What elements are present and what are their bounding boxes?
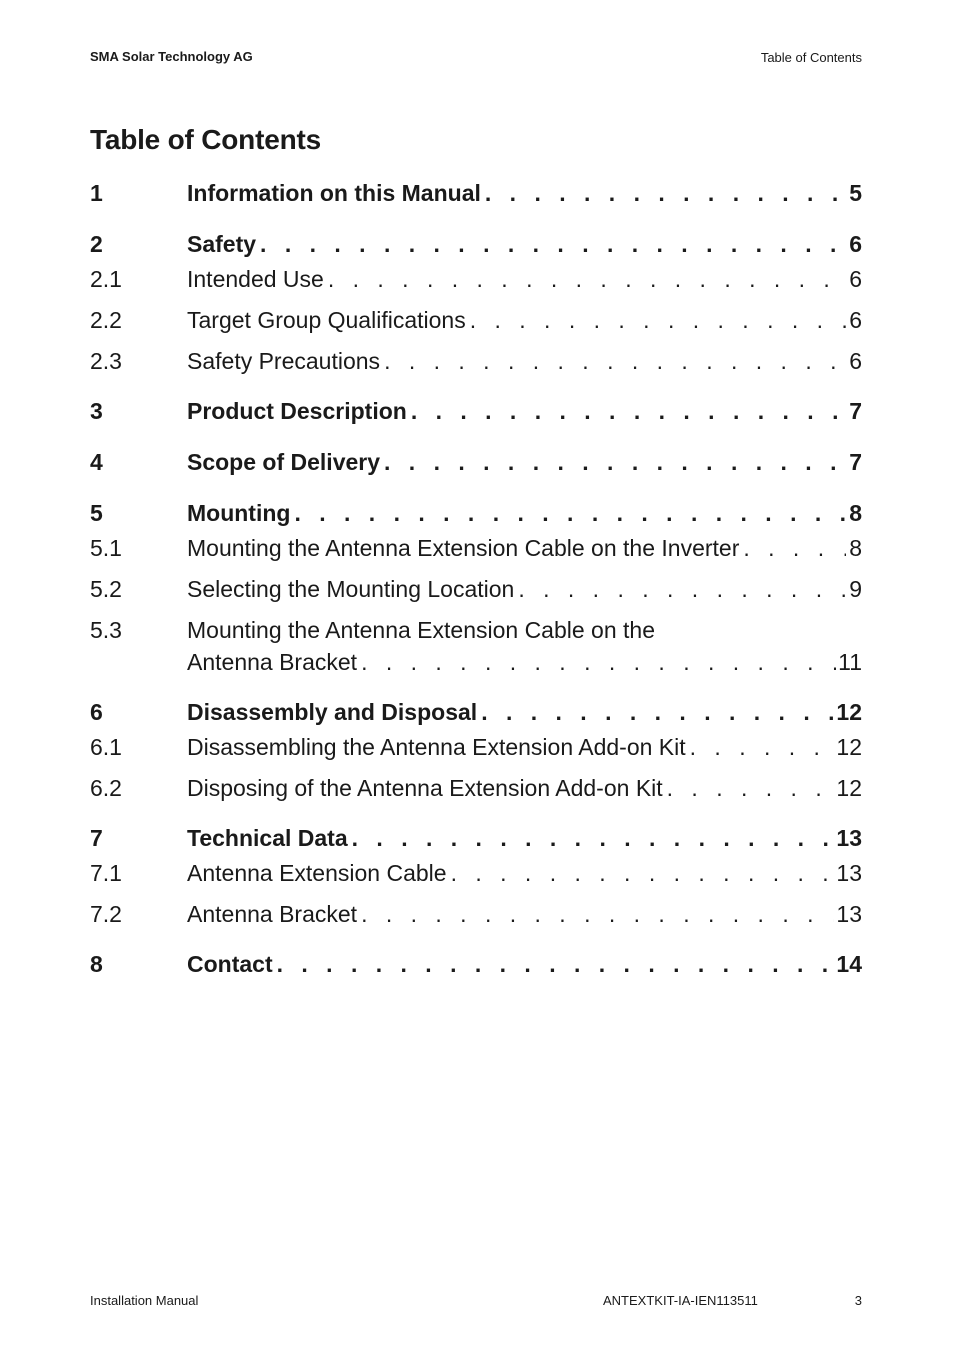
toc-label: Mounting (187, 500, 291, 526)
toc-number: 6 (90, 699, 103, 725)
toc-number: 6.1 (90, 734, 122, 760)
toc-page: 7 (849, 449, 862, 475)
toc-entry-5-3[interactable] (90, 614, 862, 678)
toc-label: Mounting the Antenna Extension Cable on the Inverter (187, 535, 740, 561)
toc-page: 12 (836, 734, 862, 760)
toc-label-line-2: Antenna Bracket (187, 649, 358, 675)
toc-page: 13 (836, 825, 862, 851)
toc-entry-2[interactable] (90, 227, 862, 261)
leader-dots (481, 695, 834, 729)
toc-number: 7 (90, 825, 103, 851)
toc-label: Safety Precautions (187, 348, 381, 374)
toc-page: 6 (849, 266, 862, 292)
leader-dots (260, 227, 846, 261)
toc-entry-2-2[interactable] (90, 304, 862, 336)
leader-dots (470, 304, 846, 336)
toc-label: Intended Use (187, 266, 324, 292)
toc-label: Safety (187, 231, 257, 257)
table-of-contents (90, 176, 862, 981)
toc-page: 11 (838, 649, 862, 675)
leader-dots (451, 857, 835, 889)
footer-page-number: 3 (854, 1293, 862, 1308)
leader-dots (361, 646, 836, 678)
leader-dots (667, 772, 835, 804)
toc-label: Contact (187, 951, 273, 977)
toc-entry-5-2[interactable] (90, 573, 862, 605)
toc-page: 7 (849, 398, 862, 424)
toc-number: 8 (90, 951, 103, 977)
toc-entry-6-1[interactable] (90, 731, 862, 763)
toc-entry-6[interactable] (90, 695, 862, 729)
leader-dots (411, 394, 846, 428)
toc-number: 6.2 (90, 775, 122, 801)
toc-entry-2-1[interactable] (90, 263, 862, 295)
toc-number: 7.2 (90, 901, 122, 927)
toc-page: 8 (849, 535, 862, 561)
toc-entry-4[interactable] (90, 445, 862, 479)
toc-entry-6-2[interactable] (90, 772, 862, 804)
toc-label: Scope of Delivery (187, 449, 381, 475)
toc-page: 12 (836, 699, 862, 725)
leader-dots (384, 445, 846, 479)
leader-dots (384, 345, 846, 377)
leader-dots (690, 731, 835, 763)
toc-number: 2.2 (90, 307, 122, 333)
toc-number: 1 (90, 180, 103, 206)
toc-label: Antenna Extension Cable (187, 860, 447, 886)
leader-dots (485, 176, 846, 210)
toc-label: Disassembling the Antenna Extension Add-on Kit (187, 734, 686, 760)
toc-page: 9 (849, 576, 862, 602)
toc-label: Information on this Manual (187, 180, 481, 206)
toc-entry-7-1[interactable] (90, 857, 862, 889)
toc-number: 5.3 (90, 617, 122, 643)
toc-label: Disassembly and Disposal (187, 699, 478, 725)
leader-dots (518, 573, 846, 605)
header-section: Table of Contents (760, 50, 862, 65)
toc-number: 5 (90, 500, 103, 526)
toc-number: 2.3 (90, 348, 122, 374)
toc-page: 13 (836, 860, 862, 886)
toc-label: Selecting the Mounting Location (187, 576, 515, 602)
toc-label: Product Description (187, 398, 407, 424)
toc-page: 12 (836, 775, 862, 801)
toc-page: 14 (836, 951, 862, 977)
toc-label-line-1: Mounting the Antenna Extension Cable on the (187, 617, 656, 643)
toc-label: Target Group Qualifications (187, 307, 466, 333)
toc-number: 7.1 (90, 860, 122, 886)
toc-page: 6 (849, 231, 862, 257)
toc-number: 2 (90, 231, 103, 257)
toc-number: 5.2 (90, 576, 122, 602)
toc-entry-2-3[interactable] (90, 345, 862, 377)
toc-entry-1[interactable] (90, 176, 862, 210)
toc-number: 2.1 (90, 266, 122, 292)
leader-dots (352, 821, 835, 855)
leader-dots (743, 532, 846, 564)
leader-dots (328, 263, 846, 295)
toc-entry-5-1[interactable] (90, 532, 862, 564)
toc-page: 13 (836, 901, 862, 927)
toc-page: 6 (849, 307, 862, 333)
footer-document: Installation Manual (90, 1293, 199, 1308)
toc-entry-3[interactable] (90, 394, 862, 428)
toc-page: 8 (849, 500, 862, 526)
toc-number: 3 (90, 398, 103, 424)
toc-page: 5 (849, 180, 862, 206)
toc-page: 6 (849, 348, 862, 374)
toc-entry-8[interactable] (90, 947, 862, 981)
toc-label: Disposing of the Antenna Extension Add-on Kit (187, 775, 663, 801)
toc-label: Antenna Bracket (187, 901, 358, 927)
toc-number: 5.1 (90, 535, 122, 561)
leader-dots (277, 947, 835, 981)
toc-entry-7[interactable] (90, 821, 862, 855)
leader-dots (294, 496, 846, 530)
toc-entry-5[interactable] (90, 496, 862, 530)
toc-number: 4 (90, 449, 103, 475)
footer-doc-code: ANTEXTKIT-IA-IEN113511 (603, 1293, 758, 1308)
toc-label: Technical Data (187, 825, 348, 851)
leader-dots (361, 898, 834, 930)
header-company: SMA Solar Technology AG (90, 49, 253, 64)
toc-entry-7-2[interactable] (90, 898, 862, 930)
page-title: Table of Contents (90, 124, 321, 155)
